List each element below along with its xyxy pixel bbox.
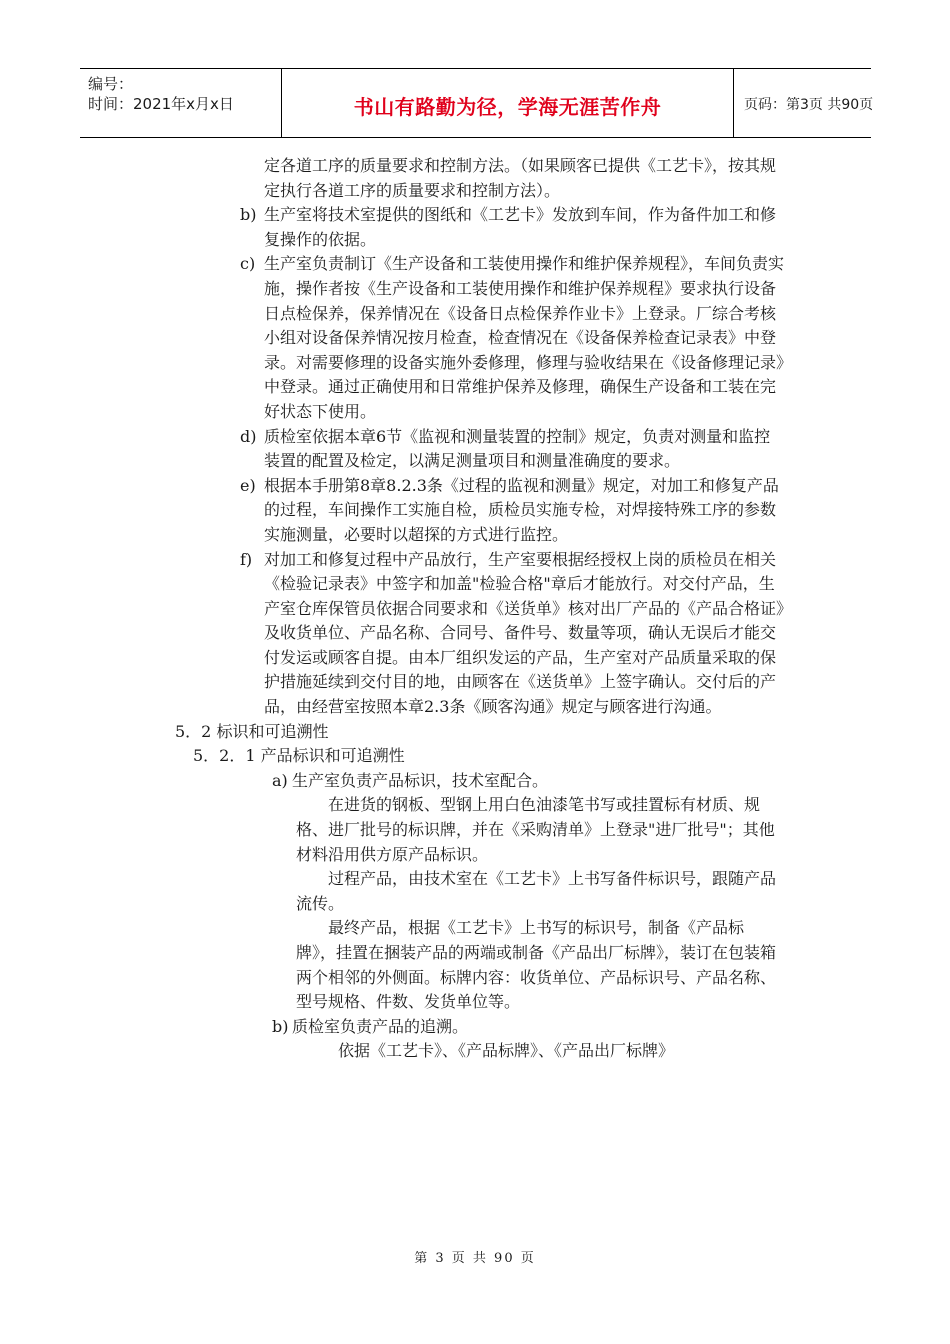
sub-a-paragraph-1: 在进货的钢板、型钢上用白色油漆笔书写或挂置标有材质、规格、进厂批号的标识牌，并在《采购清单》上登录"进厂批号"；其他材料沿用供方原产品标识。: [296, 795, 775, 864]
sub-text-b: 质检室负责产品的追溯。: [292, 1016, 469, 1036]
header-motto: 书山有路勤为径，学海无涯苦作舟: [353, 95, 662, 119]
sub-item-b: [272, 1015, 782, 1040]
list-item-c: [240, 252, 786, 424]
sub-a-paragraph-3: 最终产品，根据《工艺卡》上书写的标识号，制备《产品标牌》，挂置在捆装产品的两端或制备《产品出厂标牌》，装订在包装箱两个相邻的外侧面。标牌内容：收货单位、产品标识号、产品名称、型号规格、件数、发货单位等。: [296, 918, 777, 1012]
document-number-label: 编号：: [88, 75, 134, 93]
list-text-c: 生产室负责制订《生产设备和工装使用操作和维护保养规程》，车间负责实施，操作者按《生产设备和工装使用操作和维护保养规程》要求执行设备日点检保养，保养情况在《设备日点检保养作业卡》上登录。厂综合考核小组对设备保养情况按月检查，检查情况在《设备保养检查记录表》中登录。对需要修理的设备实施外委修理，修理与验收结果在《设备修理记录》中登录。通过正确使用和日常维护保养及修理，确保生产设备和工装在完好状态下使用。: [264, 254, 785, 421]
list-label-d: d): [240, 426, 257, 446]
sub-label-b: b): [272, 1016, 289, 1036]
sub-a-paragraph-2: 过程产品，由技术室在《工艺卡》上书写备件标识号，跟随产品流传。: [296, 869, 777, 913]
section-heading-5-2-1: 5．2．1 产品标识和可追溯性: [193, 746, 405, 766]
header-meta-cell: [80, 69, 282, 137]
list-item-b: [240, 203, 786, 252]
page-footer: 第 3 页 共 90 页: [414, 1251, 536, 1266]
document-body: [0, 154, 950, 1064]
list-label-e: e): [240, 475, 256, 495]
list-label-f: f): [240, 549, 253, 569]
header-page-info: 页码：第3页 共90页: [744, 97, 874, 113]
sub-text-a: 生产室负责产品标识，技术室配合。: [292, 770, 549, 790]
header-motto-cell: [282, 69, 734, 137]
list-label-b: b): [240, 205, 257, 225]
list-text-e: 根据本手册第8章8.2.3条《过程的监视和测量》规定，对加工和修复产品的过程，车间操作工实施自检，质检员实施专检，对焊接特殊工序的参数实施测量，必要时以超探的方式进行监控。: [264, 475, 779, 544]
page-header: [80, 68, 874, 138]
sub-item-a: [272, 769, 782, 794]
list-text-b: 生产室将技术室提供的图纸和《工艺卡》发放到车间，作为备件加工和修复操作的依据。: [264, 205, 777, 249]
list-label-c: c): [240, 254, 256, 274]
list-item-f: [240, 548, 786, 720]
list-item-e: [240, 474, 786, 548]
list-text-d: 质检室依据本章6节《监视和测量装置的控制》规定，负责对测量和监控装置的配置及检定，以满足测量项目和测量准确度的要求。: [264, 426, 771, 471]
sub-label-a: a): [272, 770, 288, 790]
list-text-f: 对加工和修复过程中产品放行，生产室要根据经授权上岗的质检员在相关《检验记录表》中签字和加盖"检验合格"章后才能放行。对交付产品，生产室仓库保管员依据合同要求和《送货单》核对出厂产品的《产品合格证》及收货单位、产品名称、合同号、备件号、数量等项，确认无误后才能交付发运或顾客自提。由本厂组织发运的产品，生产室对产品质量采取的保护措施延续到交付目的地，由顾客在《送货单》上签字确认。交付后的产品，由经营室按照本章2.3条《顾客沟通》规定与顾客进行沟通。: [264, 549, 785, 717]
header-page-cell: [734, 69, 874, 137]
intro-continued-paragraph: 定各道工序的质量要求和控制方法。（如果顾客已提供《工艺卡》，按其规定执行各道工序的质量要求和控制方法）。: [264, 156, 777, 200]
section-heading-5-2: 5．2 标识和可追溯性: [175, 721, 329, 741]
sub-b-paragraph-1: 依据《工艺卡》、《产品标牌》、《产品出厂标牌》: [338, 1041, 675, 1061]
list-item-d: [240, 425, 786, 474]
document-time-label: 时间：2021年x月x日: [88, 95, 234, 113]
